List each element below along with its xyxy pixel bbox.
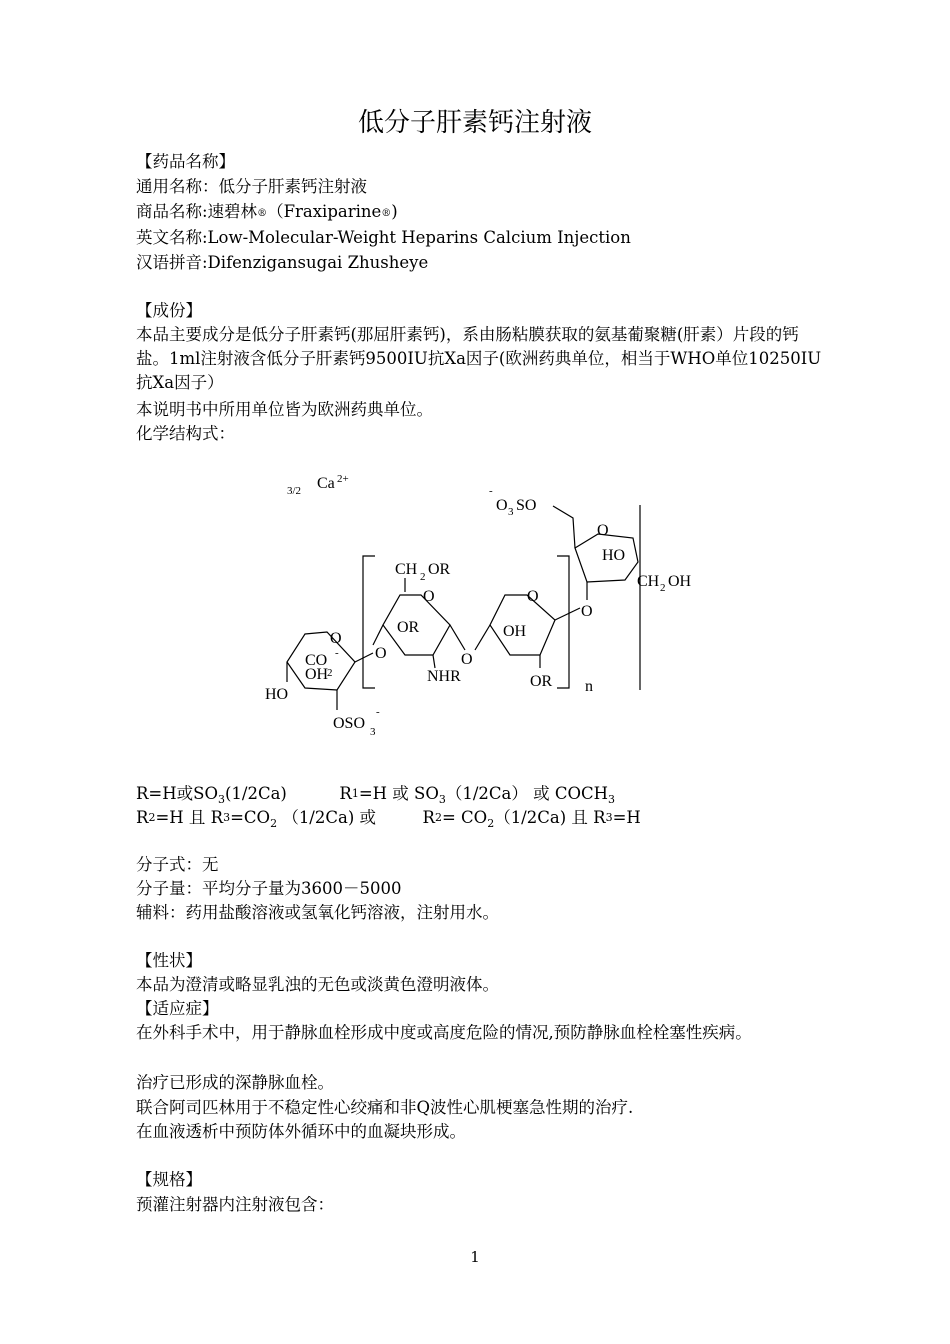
- generic-name: 通用名称：低分子肝素钙注射液: [136, 177, 367, 196]
- o3so-sub: 3: [508, 506, 514, 518]
- r1-sub: 3: [438, 793, 446, 806]
- r3-def-b: =CO: [230, 808, 271, 827]
- r-def: R=H或SO: [136, 784, 218, 803]
- specification-text: 预灌注射器内注射液包含：: [136, 1195, 334, 1214]
- o3so-minus: -: [489, 485, 493, 497]
- bond: [555, 608, 580, 620]
- oh2-sub: 2: [327, 667, 333, 679]
- bond: [450, 625, 465, 650]
- properties-heading: 【性状】: [136, 951, 202, 970]
- ch2oh-a: CH: [637, 573, 660, 590]
- r-def-tail: (1/2Ca): [224, 784, 287, 803]
- o3so-so: SO: [516, 497, 537, 514]
- oso3-a: OSO: [333, 715, 366, 732]
- bond: [475, 625, 490, 650]
- ch2or-sub: 2: [420, 571, 426, 583]
- indication-item: 联合阿司匹林用于不稳定性心绞痛和非Q波性心肌梗塞急性期的治疗.: [136, 1098, 634, 1117]
- right-bracket: [557, 556, 569, 688]
- composition-heading: 【成份】: [136, 301, 202, 320]
- page-number: 1: [470, 1248, 480, 1266]
- ring2-oh: OH: [503, 623, 527, 640]
- properties-text: 本品为澄清或略显乳浊的无色或淡黄色澄明液体。: [136, 975, 499, 994]
- specification-heading: 【规格】: [136, 1170, 202, 1189]
- ch2oh-b: OH: [668, 573, 692, 590]
- structure-label: 化学结构式：: [136, 424, 235, 443]
- bond: [373, 625, 383, 645]
- ch2oh-sub: 2: [660, 582, 666, 594]
- r2-def-b: =H 且 R: [155, 808, 224, 827]
- r3b-def-b: =H: [612, 808, 641, 827]
- link-o: O: [581, 603, 593, 620]
- ch2or-b: OR: [428, 561, 451, 578]
- bond: [553, 506, 575, 548]
- bond: [433, 655, 435, 668]
- r2-sup: 2: [148, 811, 156, 824]
- ring1-or: OR: [397, 619, 420, 636]
- r2b-sup: 2: [434, 811, 442, 824]
- r-def-sub: 3: [217, 793, 225, 806]
- ring1-o: O: [423, 588, 435, 605]
- r1-sup: 1: [351, 787, 359, 800]
- furanose-ho: HO: [602, 547, 626, 564]
- indication-item: 治疗已形成的深静脉血栓。: [136, 1073, 334, 1092]
- ca-label: Ca: [317, 475, 335, 492]
- left-bracket: [363, 556, 375, 688]
- registered-mark: ®: [257, 208, 268, 219]
- o3so-o: O: [496, 497, 508, 514]
- excipients: 辅料：药用盐酸溶液或氢氧化钙溶液，注射用水。: [136, 903, 499, 922]
- indications-heading: 【适应症】: [136, 999, 219, 1018]
- page-title: 低分子肝素钙注射液: [357, 108, 592, 138]
- ring2-or: OR: [530, 673, 553, 690]
- co2b-sub: 2: [487, 817, 495, 830]
- repeat-n: n: [585, 678, 593, 695]
- composition-paragraph: 本品主要成分是低分子肝素钙(那屈肝素钙)，系由肠粘膜获取的氨基葡聚糖(肝素）片段的钙盐。1ml注射液含低分子肝素钙9500IU抗Xa因子(欧洲药典单位，相当于WHO单位10250IU抗Xa因子）: [136, 325, 822, 392]
- ch2or-a: CH: [395, 561, 418, 578]
- r3-def-c: （1/2Ca) 或: [282, 808, 377, 827]
- r2b-def: R: [422, 808, 435, 827]
- furanose-ring-o: O: [597, 522, 609, 539]
- co-label: CO: [305, 652, 328, 669]
- r1-def-c: （1/2Ca） 或 COCH: [445, 784, 609, 803]
- left-link-o: O: [375, 645, 387, 662]
- r3-sup: 3: [223, 811, 231, 824]
- oh2-label: OH: [305, 666, 329, 683]
- chemical-structure-diagram: [255, 470, 705, 745]
- r1-def: R: [339, 784, 352, 803]
- oso3-sub: 3: [370, 726, 376, 738]
- r2b-def-b: = CO: [441, 808, 488, 827]
- trade-name: [136, 200, 836, 226]
- r1-def-b: =H 或 SO: [358, 784, 439, 803]
- drug-name-heading: 【药品名称】: [136, 152, 235, 171]
- ca-coefficient: 3/2: [287, 485, 302, 497]
- trade-name-suffix: ): [391, 202, 398, 221]
- units-note: 本说明书中所用单位皆为欧洲药典单位。: [136, 400, 433, 419]
- ca-charge: 2+: [337, 473, 349, 485]
- r-definition-line-2: [136, 806, 836, 836]
- r1-sub2: 3: [608, 793, 616, 806]
- co-charge: -: [335, 647, 339, 659]
- glycosidic-o: O: [461, 651, 473, 668]
- uronic-ho: HO: [265, 686, 289, 703]
- pinyin-name: 汉语拼音:Difenzigansugai Zhusheye: [136, 253, 429, 272]
- trade-name-mid: （Fraxiparine: [267, 202, 382, 221]
- ring1-nhr: NHR: [427, 668, 461, 685]
- indication-item: 在血液透析中预防体外循环中的血凝块形成。: [136, 1122, 466, 1141]
- bond: [355, 653, 373, 662]
- co2-sub: 2: [270, 817, 278, 830]
- molecular-weight: 分子量：平均分子量为3600－5000: [136, 879, 402, 898]
- trade-name-prefix: 商品名称:速碧林: [136, 202, 258, 221]
- indication-item: 在外科手术中，用于静脉血栓形成中度或高度危险的情况,预防静脉血栓栓塞性疾病。: [136, 1023, 752, 1042]
- registered-mark: ®: [381, 208, 392, 219]
- molecular-formula: 分子式：无: [136, 855, 219, 874]
- r3b-sup: 3: [605, 811, 613, 824]
- english-name: 英文名称:Low-Molecular-Weight Heparins Calcium Injection: [136, 228, 631, 247]
- uronic-ring-o: O: [330, 630, 342, 647]
- r2b-def-c: （1/2Ca) 且 R: [494, 808, 606, 827]
- oso3-minus: -: [376, 706, 380, 718]
- r2-def: R: [136, 808, 149, 827]
- ring2-o: O: [527, 588, 539, 605]
